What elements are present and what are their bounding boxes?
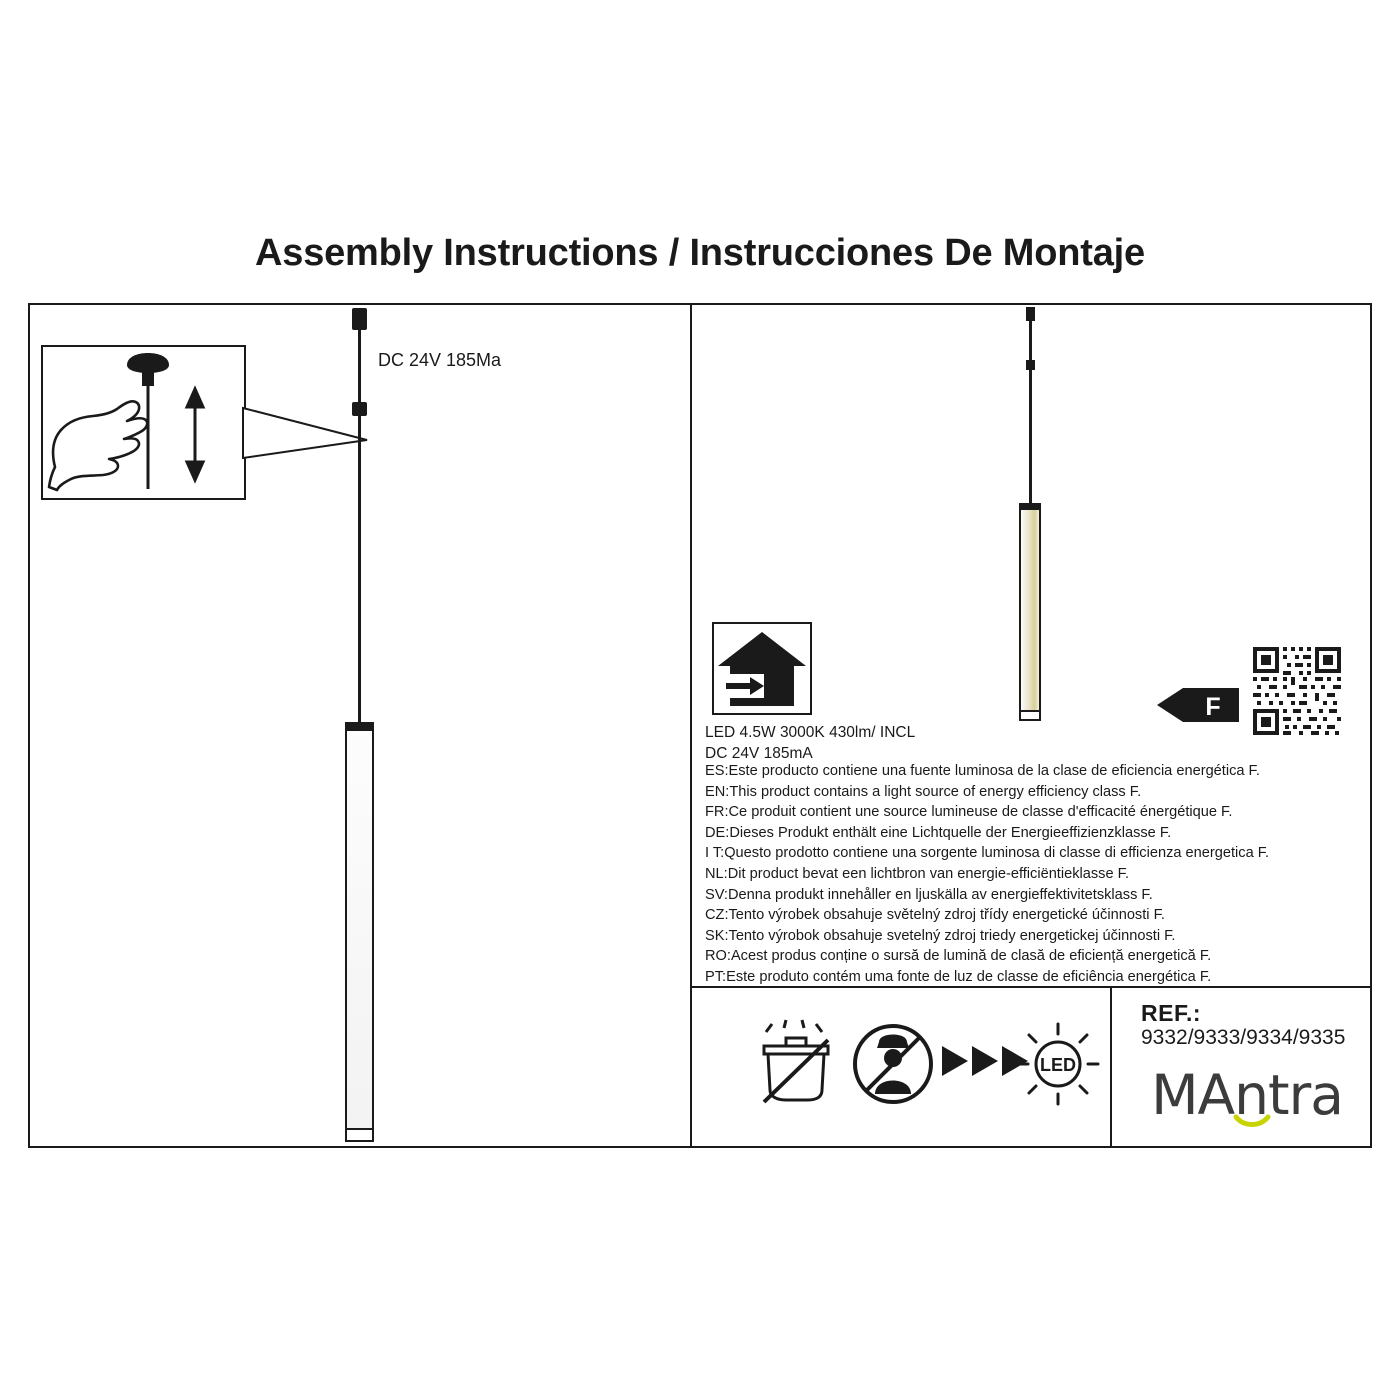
ref-separator-vertical [1110,986,1112,1148]
spec-line: DC 24V 185mA [705,745,813,762]
svg-text:LED: LED [1040,1055,1076,1075]
lang-line-pt: PT:Este produto contém uma fonte de luz de classe de eficiência energética F. [705,968,1212,985]
indoor-use-house-icon [712,622,812,715]
spec-line: LED 4.5W 3000K 430lm/ INCL [705,724,916,741]
do-not-dispose-in-household-waste-icon [764,1020,828,1102]
ref-label: REF.: [1141,1000,1201,1026]
voltage-note: DC 24V 185Ma [378,350,502,370]
lang-line-de: DE:Dieses Produkt enthält eine Lichtquelle der Energieeffizienzklasse F. [705,824,1172,841]
lang-line-es: ES:Este producto contiene una fuente luminosa de la clase de eficiencia energética F. [705,763,1260,779]
pendant-lamp-body-top [345,722,374,731]
lang-line-sk: SK:Tento výrobok obsahuje svetelný zdroj triedy energetickej účinnosti F. [705,927,1176,944]
lang-line-it: I T:Questo prodotto contiene una sorgente luminosa di classe di efficienza energetica F. [705,845,1270,862]
lang-line-cz: CZ:Tento výrobek obsahuje světelný zdroj třídy energetické účinnosti F. [705,907,1165,924]
product-lamp-body [1019,503,1041,721]
lang-line-nl: NL:Dit product bevat een lichtbron van energie-efficiëntieklasse F. [705,865,1129,882]
lang-line-en: EN:This product contains a light source of energy efficiency class F. [705,783,1142,800]
svg-text:MAntra: MAntra [1151,1063,1343,1127]
product-suspension-cable [1029,318,1032,508]
lang-line-sv: SV:Denna produkt innehåller en ljuskälla av energieffektivitetsklass F. [705,886,1153,903]
compliance-icon-row [760,1016,1090,1116]
product-lamp-diffuser [1019,710,1041,721]
non-serviceable-light-source-icon [855,1026,931,1102]
product-lamp-body-top [1019,503,1041,510]
hand-adjust-detail-box [41,345,246,500]
led-lamp-icon [1018,1024,1098,1104]
mantra-logo-icon [1128,1065,1366,1127]
ref-separator-horizontal [690,986,1372,988]
svg-text:F: F [1205,693,1221,721]
product-cable-adjuster [1026,360,1035,370]
hand-adjust-height-icon [43,347,244,498]
callout-pointer [243,408,367,458]
product-specs [705,722,1360,764]
panel-divider [690,303,692,1148]
ref-value: 9332/9333/9334/9335 [1141,1026,1346,1049]
lang-line-ro: RO:Acest produs conține o sursă de lumină de clasă de eficiență energetică F. [705,948,1212,965]
pendant-lamp-body [345,722,374,1142]
brand-logo [1128,1065,1366,1127]
suspension-cable [358,326,361,726]
forward-arrows-icon [942,1046,1028,1076]
page-title: Assembly Instructions / Instrucciones De Montaje [255,232,1145,274]
pendant-lamp-diffuser [345,1128,374,1142]
cable-adjuster [352,402,367,416]
energy-class-language-list [705,761,1370,988]
energy-label-arrow-icon [1157,686,1239,724]
lang-line-fr: FR:Ce produit contient une source lumineuse de classe d'efficacité énergétique F. [705,804,1233,821]
